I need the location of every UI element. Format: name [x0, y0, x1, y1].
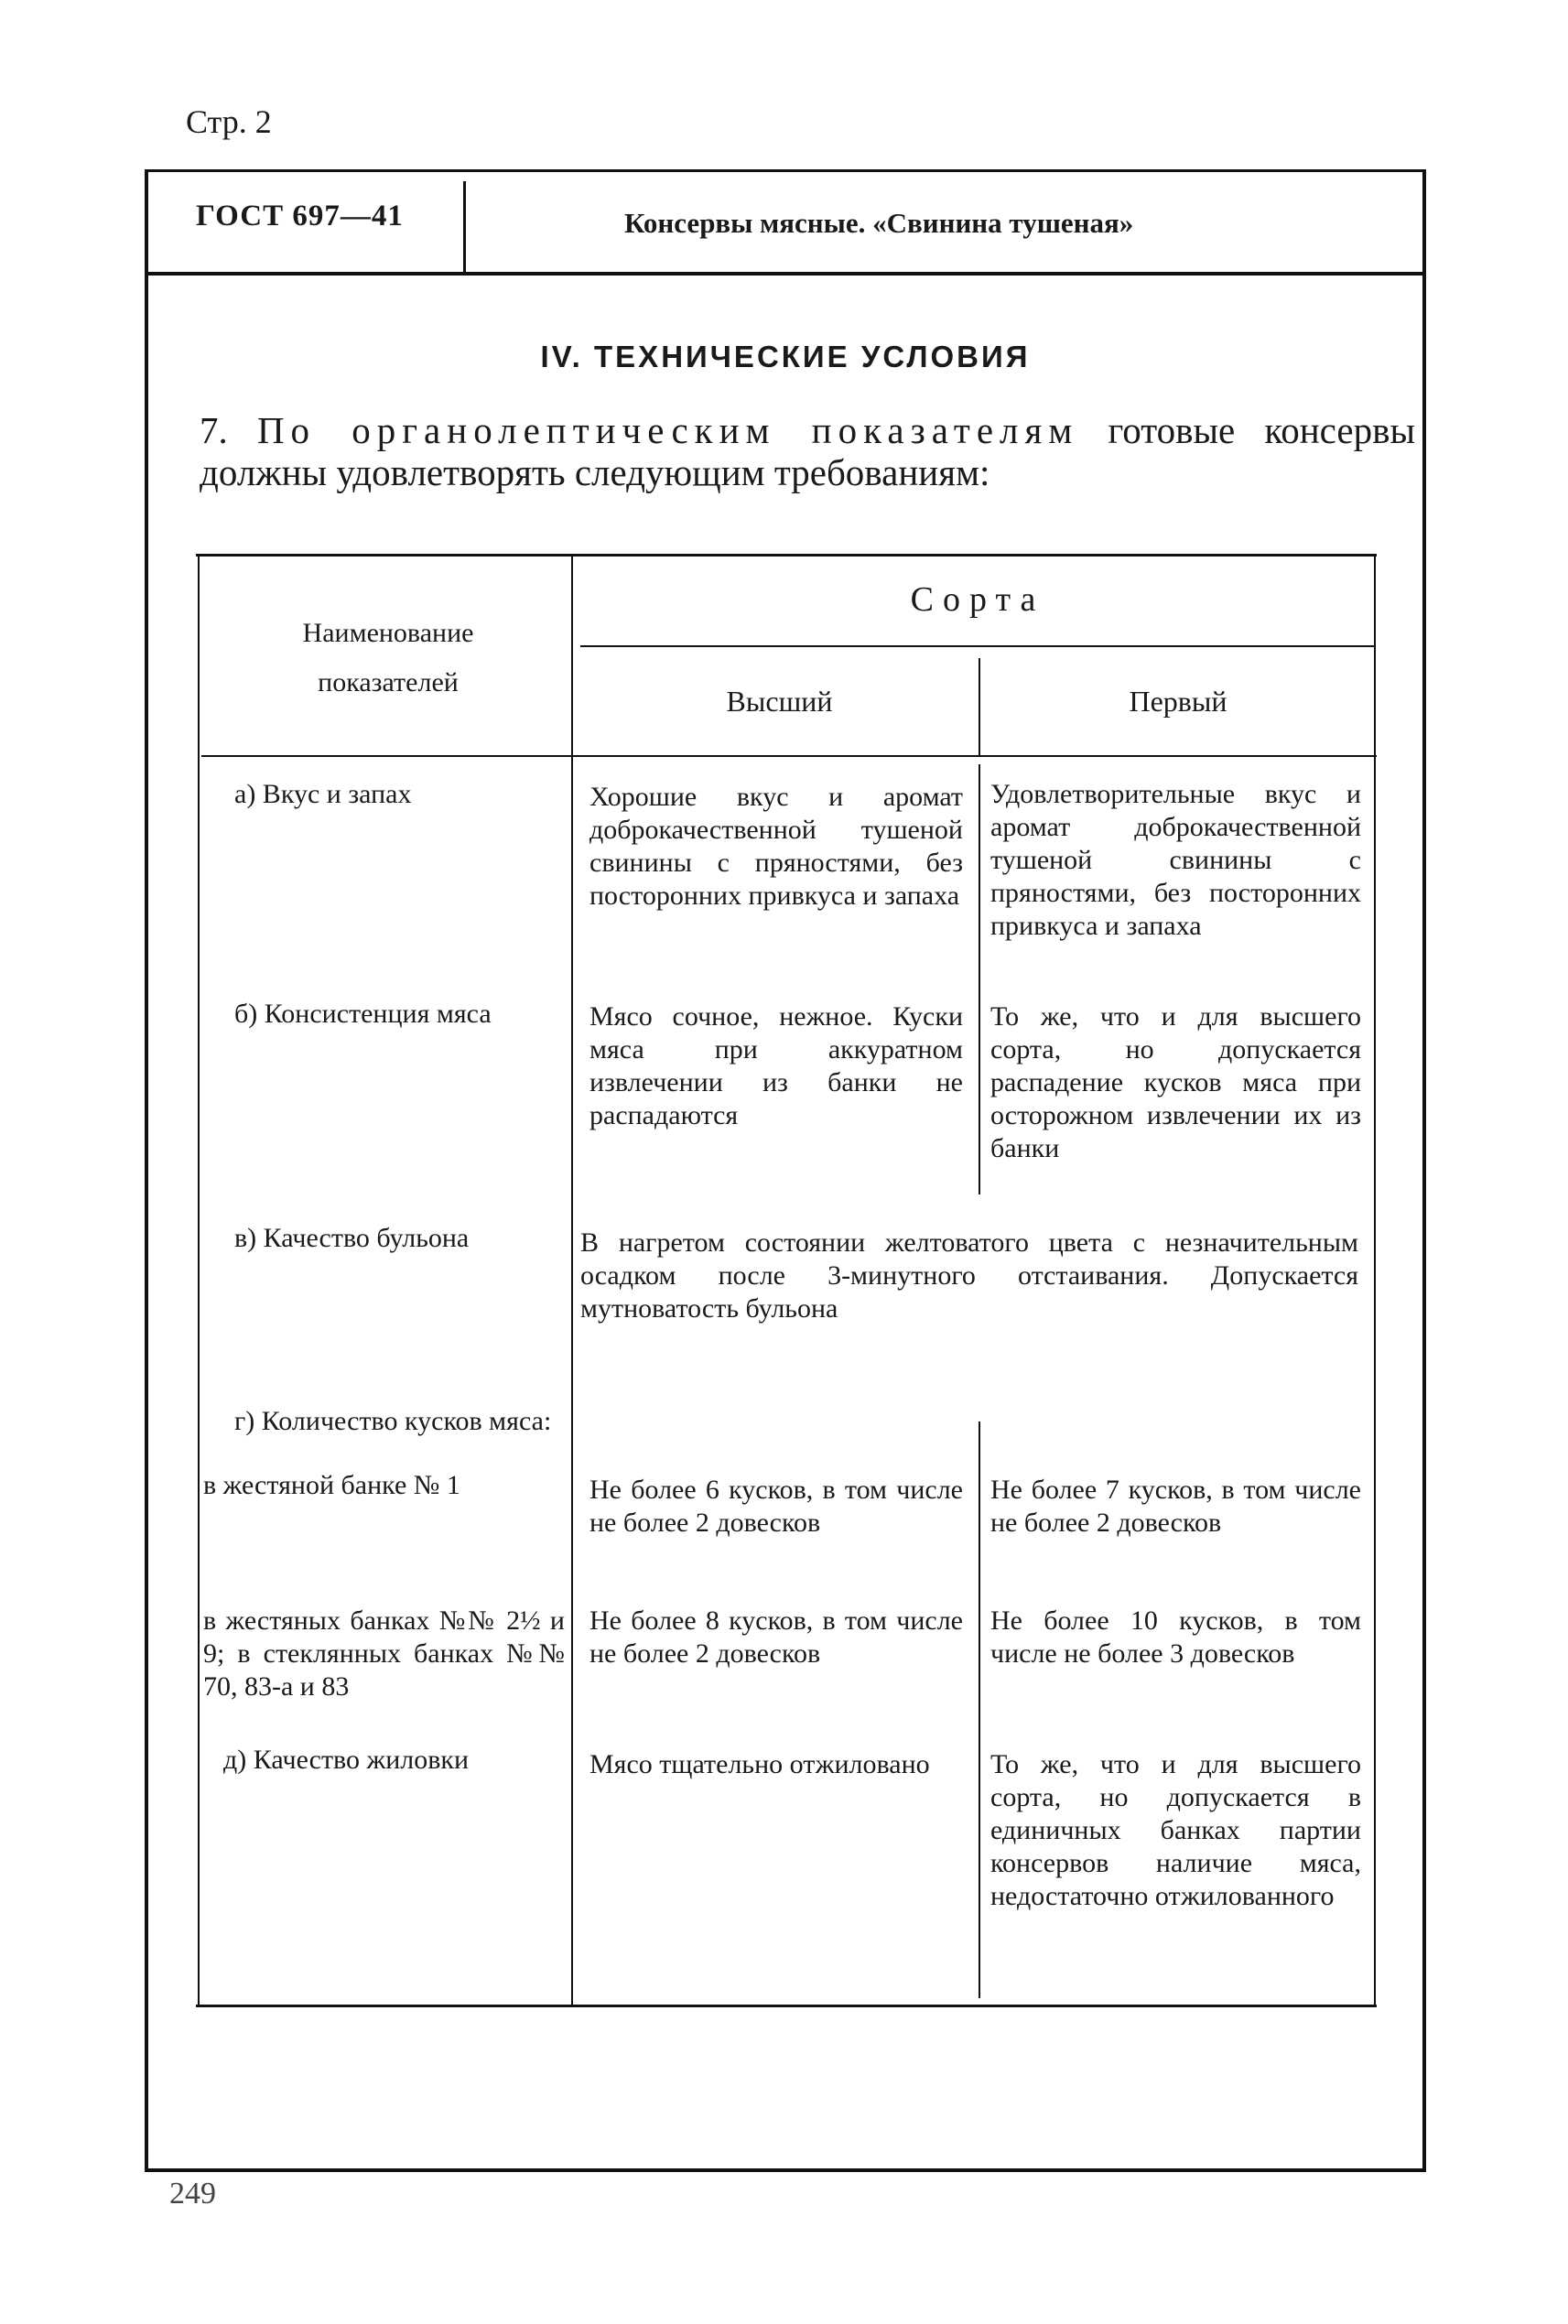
- row-f-name: д) Качество жиловки: [223, 1745, 470, 1775]
- sort-rule: [580, 645, 1375, 647]
- clause-number: 7.: [200, 409, 228, 451]
- table-right-rule: [1374, 554, 1376, 2007]
- sort-header: Сорта: [910, 580, 1045, 619]
- requirements-table: [196, 554, 1377, 2007]
- row-b-high: Мясо сочное, нежное. Куски мяса при аккуратном извлечении из банки не распадаются: [589, 1001, 963, 1130]
- grade-rule-bottom: [979, 1421, 980, 1998]
- row-c-name: в) Качество бульона: [234, 1223, 470, 1253]
- row-e-name: в жестяных банках №№ 2½ и 9; в стеклянных банках №№ 70, 83-а и 83: [203, 1605, 565, 1702]
- intro-paragraph: [200, 409, 1415, 493]
- section-title: IV. ТЕХНИЧЕСКИЕ УСЛОВИЯ: [540, 340, 1031, 373]
- running-header: [148, 169, 1422, 276]
- row-d-subname: в жестяной банке № 1: [203, 1470, 460, 1500]
- table-left-rule: [198, 554, 200, 2007]
- table-top-rule: [196, 554, 1377, 557]
- header-title: Консервы мясные. «Свинина тушеная»: [624, 207, 1134, 239]
- row-b-first: То же, что и для высшего сорта, но допускается распадение кусков мяса при осторожном извлечении их из банки: [990, 1001, 1361, 1163]
- row-c-merged: В нагретом состоянии желтоватого цвета с незначительным осадком после 3-минутного отстаивания. Допускается мутноватость бульона: [580, 1227, 1358, 1324]
- row-a-name: а) Вкус и запах: [234, 779, 412, 809]
- page-label: Стр. 2: [186, 103, 272, 140]
- grade-rule-header: [979, 658, 980, 755]
- grade-rule-top: [979, 764, 980, 1194]
- table-bottom-rule: [196, 2005, 1377, 2007]
- row-d-first: Не более 7 кусков, в том числе не более 2 довесков: [990, 1475, 1361, 1538]
- row-a-high: Хорошие вкус и аромат доброкачественной тушеной свинины с пряностями, без посторонних привкуса и запаха: [589, 782, 963, 911]
- row-e-high: Не более 8 кусков, в том числе не более 2 довесков: [589, 1605, 963, 1669]
- intro-spaced-text: По органолептическим показателям: [256, 409, 1079, 451]
- row-a-first: Удовлетворительные вкус и аромат доброкачественной тушеной свинины с пряностями, без посторонних привкуса и запаха: [990, 779, 1361, 941]
- header-divider: [463, 181, 466, 273]
- row-b-name: б) Консистенция мяса: [234, 999, 492, 1029]
- grade-high: Высший: [726, 685, 833, 718]
- col1-header: Наименование показателей: [302, 618, 474, 697]
- page-frame: [145, 169, 1426, 2172]
- header-bottom-rule: [201, 755, 1377, 757]
- intro-rest: готовые консервы должны удовлетворять следующим требованиям:: [200, 409, 1415, 493]
- col1-rule: [571, 554, 573, 2007]
- row-f-first: То же, что и для высшего сорта, но допускается в единичных банках партии консервов наличие мяса, недостаточно отжилованного: [990, 1749, 1361, 1911]
- row-d-name: г) Количество кусков мяса:: [234, 1406, 552, 1436]
- row-e-first: Не более 10 кусков, в том числе не более 3 довесков: [990, 1605, 1361, 1669]
- grade-first: Первый: [1129, 685, 1227, 718]
- row-f-high: Мясо тщательно отжиловано: [589, 1749, 930, 1779]
- standard-number: ГОСТ 697—41: [196, 200, 404, 232]
- row-d-high: Не более 6 кусков, в том числе не более 2 довесков: [589, 1475, 963, 1538]
- page-number: 249: [169, 2177, 216, 2211]
